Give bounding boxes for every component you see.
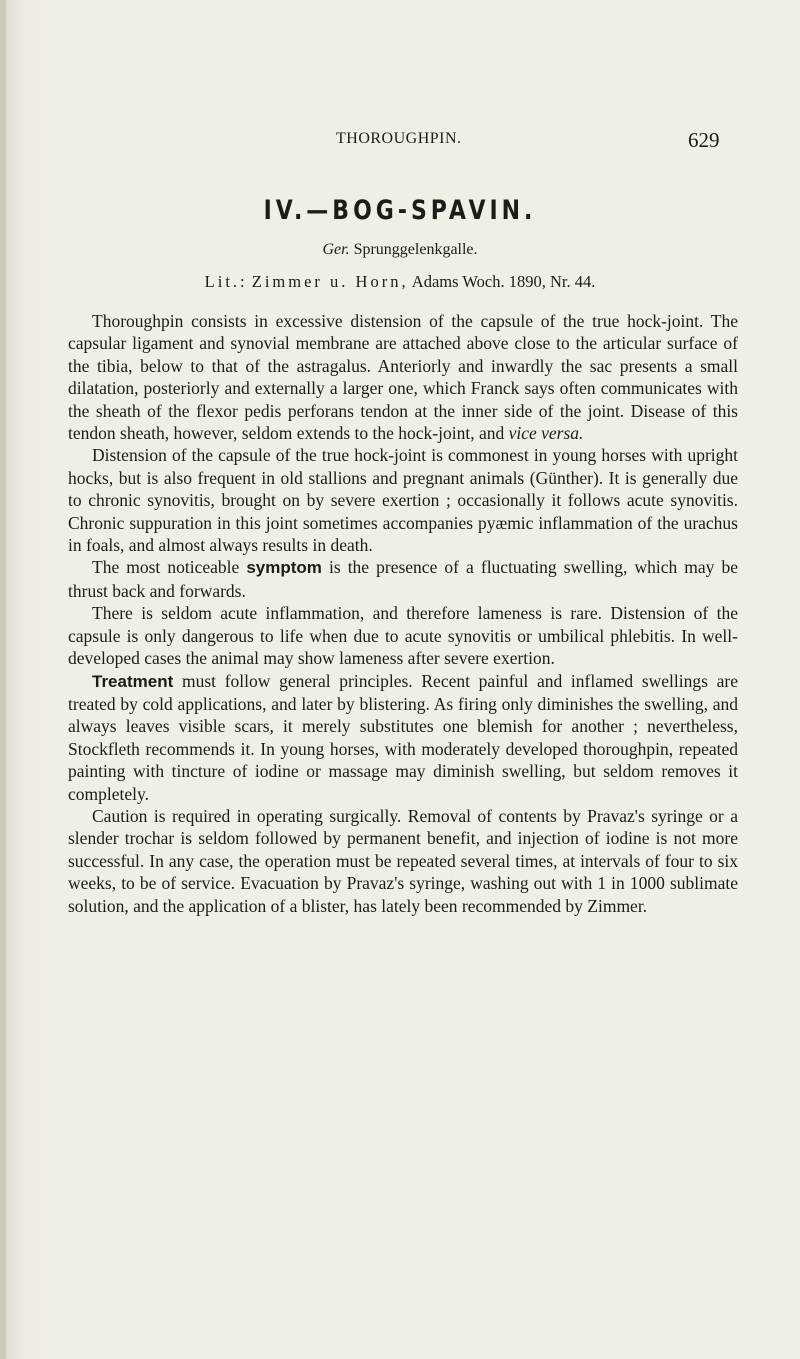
paragraph-prognosis: There is seldom acute inflammation, and therefore lameness is rare. Distension of the capsule is only dangerous to life when due to acute synovitis or umbilical phlebitis. In well-developed cases the animal may show lameness after severe exertion. bbox=[68, 603, 738, 669]
running-head bbox=[0, 128, 800, 152]
page-number: 629 bbox=[688, 128, 720, 152]
paragraph-causes: Distension of the capsule of the true hock-joint is commonest in young horses with upright hocks, but is also frequent in old stallions and pregnant animals (Günther). It is generally due to chronic synovitis, brought on by severe exertion ; occasionally it follows acute synovitis. Chronic suppuration in this joint sometimes accompanies pyæmic inflammation of the urachus in foals, and almost always results in death. bbox=[68, 445, 738, 556]
vice-versa-italic: vice versa. bbox=[508, 423, 584, 444]
chapter-title: IV.—BOG-SPAVIN. bbox=[263, 196, 537, 226]
literature-authors: Zimmer u. Horn, bbox=[251, 272, 409, 291]
synonym-language: Ger. bbox=[322, 241, 350, 258]
symptom-heading: symptom bbox=[246, 558, 322, 578]
body-text bbox=[68, 310, 738, 917]
literature-reference bbox=[0, 272, 800, 292]
paragraph-symptom bbox=[68, 556, 738, 602]
symptom-intro: The most noticeable bbox=[92, 557, 240, 578]
treatment-heading: Treatment bbox=[92, 671, 174, 691]
german-synonym bbox=[0, 241, 800, 259]
literature-label: Lit.: bbox=[204, 272, 248, 291]
paragraph-surgery: Caution is required in operating surgically. Removal of contents by Pravaz's syringe or a slender trochar is seldom followed by permanent benefit, and injection of iodine is not more successful. In any case, the operation must be repeated several times, at intervals of four to six weeks, to be of service. Evacuation by Pravaz's syringe, washing out with 1 in 1000 sublimate solution, and the application of a blister, has lately been recommended by Zimmer. bbox=[68, 805, 738, 916]
treatment-text: must follow general principles. Recent painful and inflamed swellings are treated by cold applications, and later by blistering. As firing only diminishes the swelling, and always leaves visible scars, it merely substitutes one blemish for another ; nevertheless, Stockfleth recommends it. In young horses, with moderately developed thoroughpin, repeated painting with tincture of iodine or massage may diminish swelling, but seldom removes it completely. bbox=[68, 670, 739, 804]
synonym-term: Sprunggelenkgalle. bbox=[353, 241, 478, 258]
literature-source: Adams Woch. 1890, Nr. 44. bbox=[411, 272, 596, 291]
paragraph-treatment bbox=[68, 670, 738, 805]
paragraph-anatomy-text: Thoroughpin consists in excessive distension of the capsule of the true hock-joint. The capsular ligament and synovial membrane are attached above close to the articular surface of the tibia, below to that of the astragalus. Anteriorly and inwardly the sac presents a small dilatation, posteriorly and externally a larger one, which Franck says often communicates with the sheath of the flexor pedis perforans tendon at the inner side of the joint. Disease of this tendon sheath, however, seldom extends to the hock-joint, and bbox=[68, 311, 738, 444]
running-title: THOROUGHPIN. bbox=[336, 130, 462, 147]
paragraph-anatomy bbox=[68, 310, 738, 444]
symptom-text: is the presence of a fluctuating swelling, which may be thrust back and forwards. bbox=[68, 557, 738, 601]
